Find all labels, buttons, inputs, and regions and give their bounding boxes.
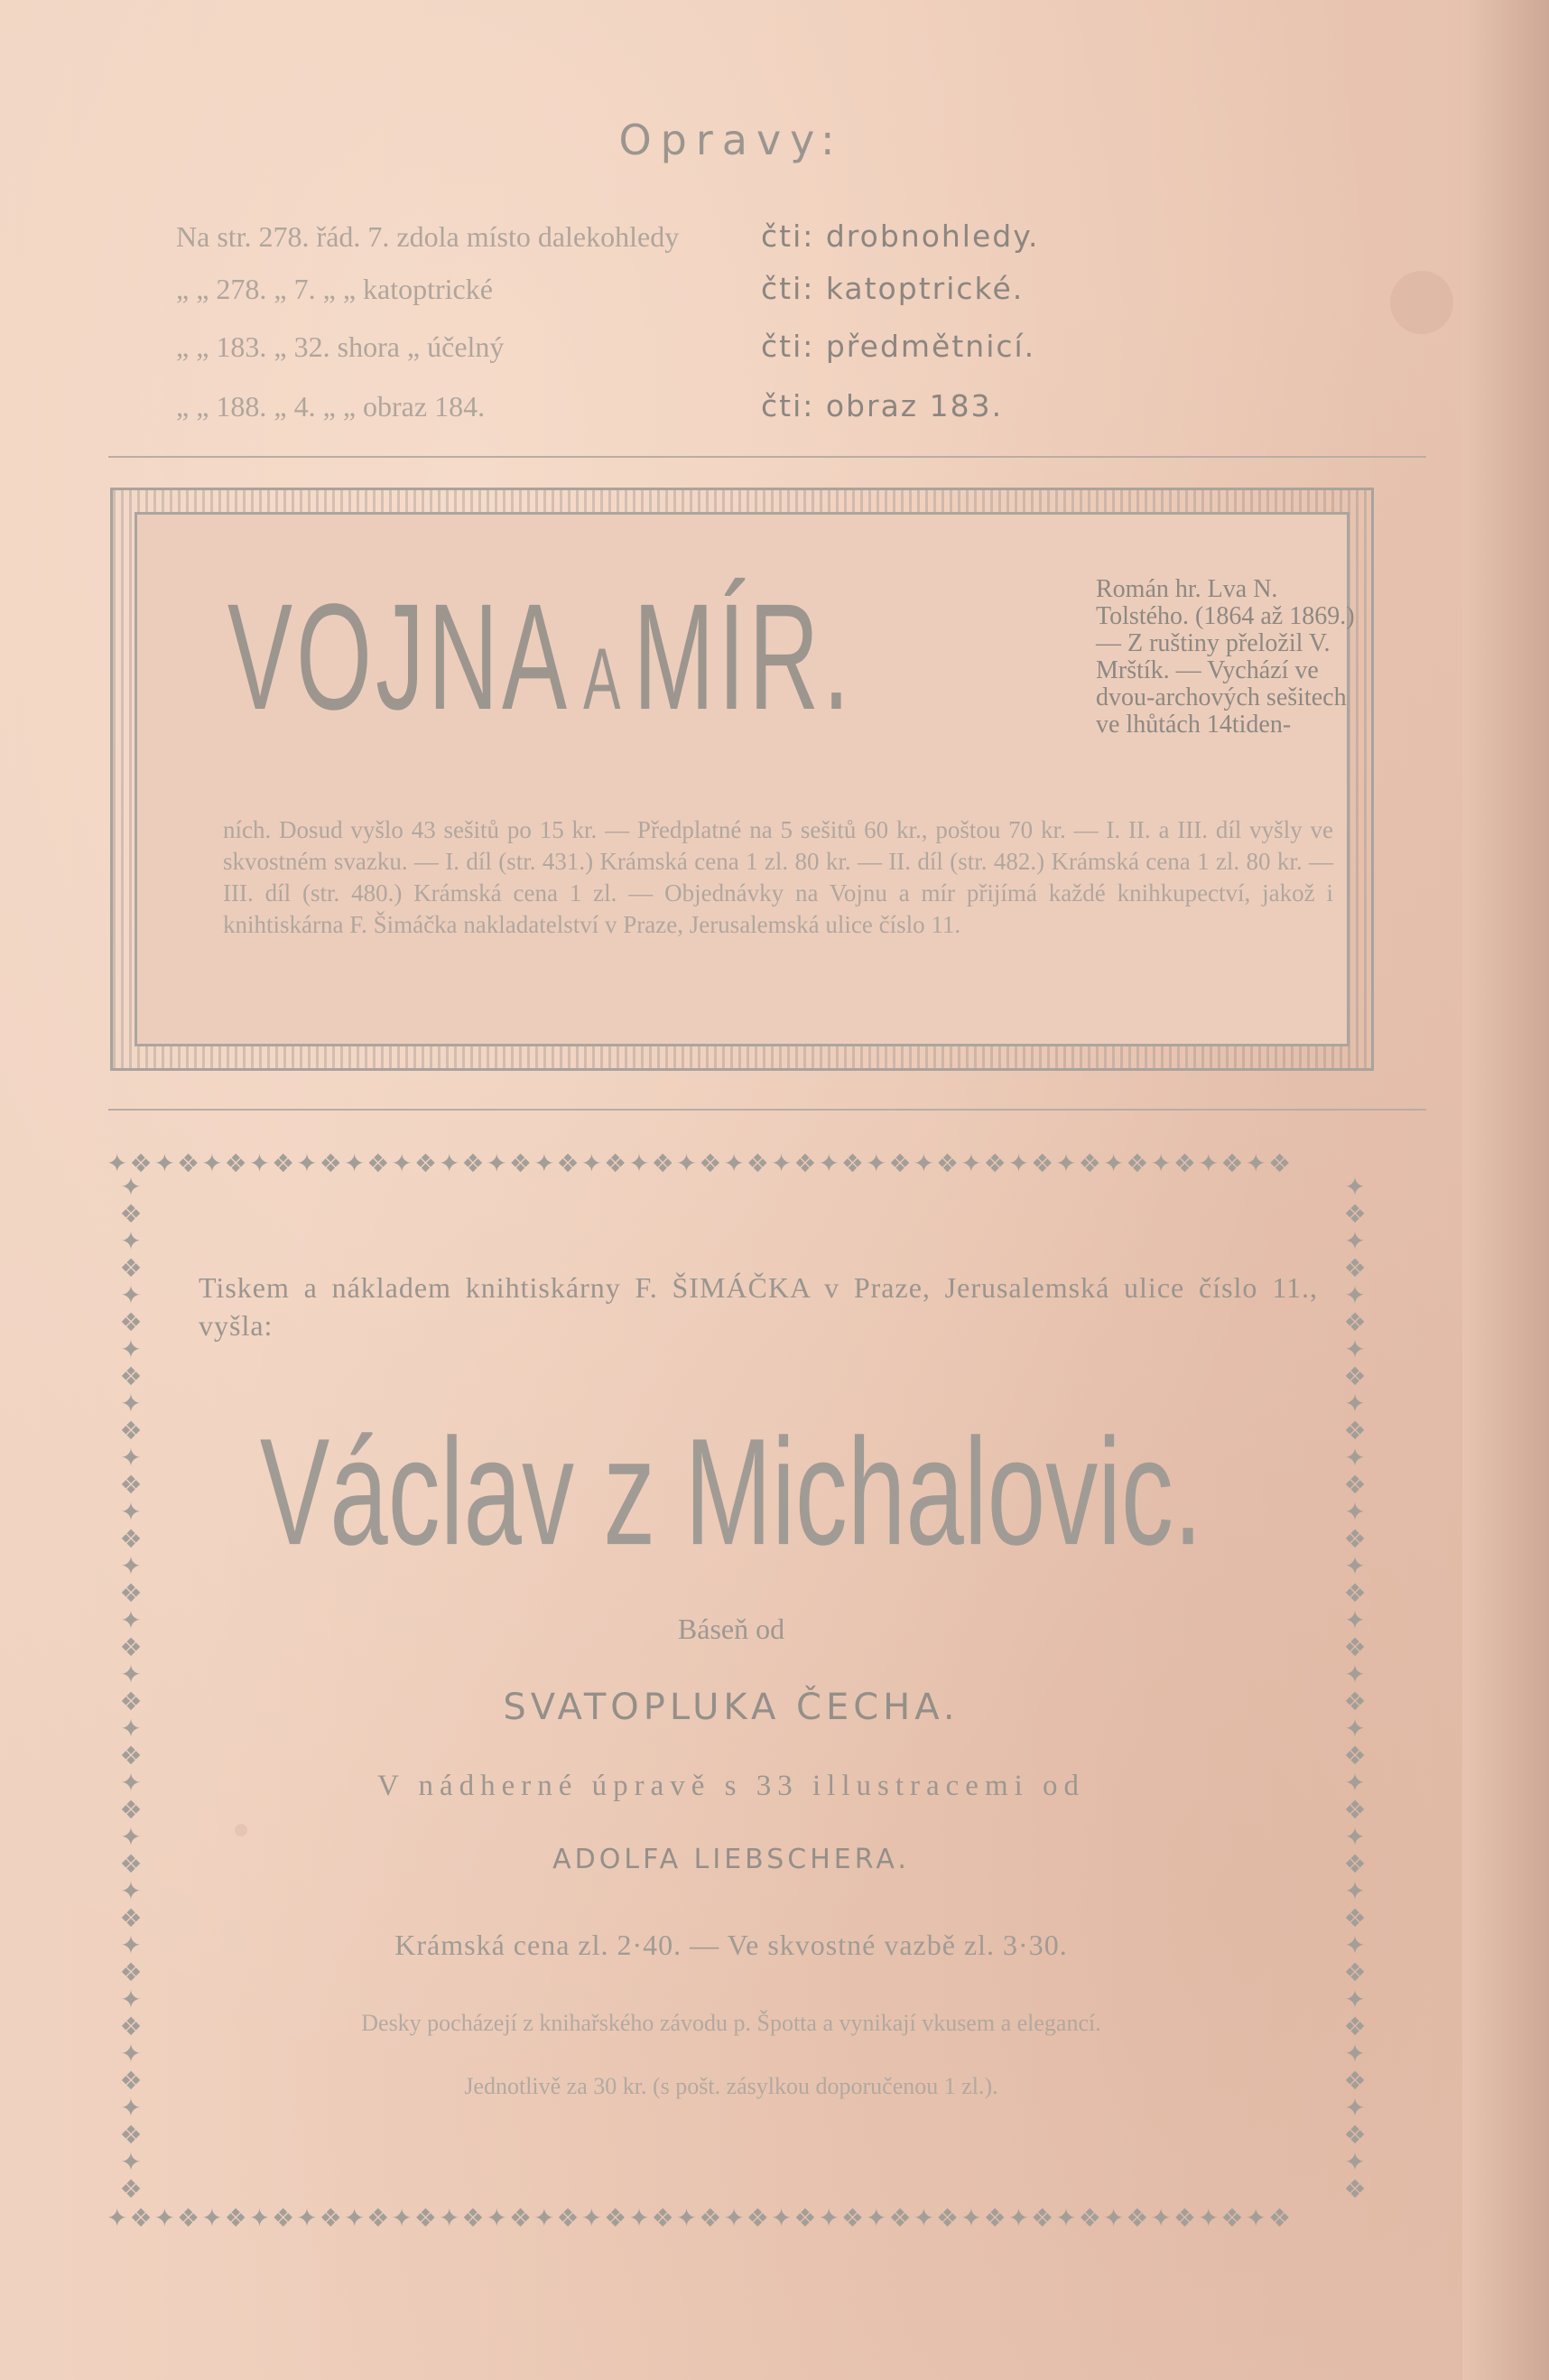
publisher-line: Tiskem a nákladem knihtiskárny F. ŠIMÁČKA v Praze, Jerusalemská ulice číslo 11., vyšla: <box>199 1271 1318 1342</box>
poem-title: Václav z Michalovic. <box>259 1406 1203 1577</box>
illustrator-name: ADOLFA LIEBSCHERA. <box>552 1844 910 1875</box>
paper-stain <box>1390 271 1453 334</box>
title-word-vojna: VOJNA <box>227 572 571 741</box>
single-copy-note: Jednotlivě za 30 kr. (s pošt. zásylkou doporučenou 1 zl.). <box>464 2073 998 2099</box>
errata-correction: čti: předmětnicí. <box>761 329 1036 364</box>
title-conjunction: A <box>583 631 621 729</box>
title-word-mir: MÍR. <box>633 572 854 741</box>
ornament-border-right: ✦ ❖ ✦ ❖ ✦ ❖ ✦ ❖ ✦ ❖ ✦ ❖ ✦ ❖ ✦ ❖ ✦ ❖ ✦ ❖ ✦ ❖ ✦ ❖ ✦ ❖ ✦ ❖ ✦ ❖ ✦ ❖ ✦ ❖ ✦ ❖ ✦ ❖ <box>1343 1174 1367 2204</box>
errata-row <box>176 269 1350 314</box>
price-line: Krámská cena zl. 2·40. — Ve skvostné vazbě zl. 3·30. <box>394 1929 1068 1961</box>
author-name: SVATOPLUKA ČECHA. <box>503 1687 960 1728</box>
divider-rule <box>108 1109 1426 1111</box>
book-title <box>227 569 853 744</box>
errata-title: Opravy: <box>618 116 844 164</box>
errata-location: „ „ 183. „ 32. shora „ účelný <box>176 330 505 363</box>
vojna-a-mir-ad <box>110 488 1374 1071</box>
errata-correction: čti: obraz 183. <box>761 388 1004 423</box>
illustrations-line: V nádherné úpravě s 33 illustracemi od <box>376 1770 1086 1802</box>
errata-correction: čti: drobnohledy. <box>761 218 1040 254</box>
ornament-border-left: ✦ ❖ ✦ ❖ ✦ ❖ ✦ ❖ ✦ ❖ ✦ ❖ ✦ ❖ ✦ ❖ ✦ ❖ ✦ ❖ ✦ ❖ ✦ ❖ ✦ ❖ ✦ ❖ ✦ ❖ ✦ ❖ ✦ ❖ ✦ ❖ ✦ ❖ <box>119 1174 143 2204</box>
errata-row <box>176 386 1350 432</box>
errata-correction: čti: katoptrické. <box>761 271 1025 306</box>
ornament-border-bottom: ✦❖✦❖✦❖✦❖✦❖✦❖✦❖✦❖✦❖✦❖✦❖✦❖✦❖✦❖✦❖✦❖✦❖✦❖✦❖✦❖✦❖✦❖✦❖✦❖✦❖ <box>107 2203 1294 2233</box>
binding-note: Desky pocházejí z knihařského závodu p. Špotta a vynikají vkusem a elegancí. <box>361 2010 1101 2036</box>
subtitle: Báseň od <box>677 1613 785 1645</box>
book-description: Román hr. Lva N. Tolstého. (1864 až 1869.) — Z ruštiny přeložil V. Mrštík. — Vychází ve dvou-archových sešitech ve lhůtách 14tiden- <box>1096 575 1355 739</box>
errata-row <box>176 327 1350 372</box>
ornament-border-top: ✦❖✦❖✦❖✦❖✦❖✦❖✦❖✦❖✦❖✦❖✦❖✦❖✦❖✦❖✦❖✦❖✦❖✦❖✦❖✦❖✦❖✦❖✦❖✦❖✦❖ <box>107 1148 1294 1178</box>
divider-rule <box>108 456 1426 458</box>
errata-row <box>176 217 1350 262</box>
errata-location: „ „ 188. „ 4. „ „ obraz 184. <box>176 390 486 423</box>
errata-location: „ „ 278. „ 7. „ „ katoptrické <box>176 273 493 305</box>
ad-frame-inner <box>134 512 1355 1046</box>
paper-stain <box>235 1824 247 1836</box>
order-information: ních. Dosud vyšlo 43 sešitů po 15 kr. — Předplatné na 5 sešitů 60 kr., poštou 70 kr. — I. II. a III. díl vyšly ve skvostném svazku. — I. díl (str. 431.) Krámská cena 1 zl. 80 kr. — II. díl (str. 482.) Krámská cena 1 zl. 80 kr. — III. díl (str. 480.) Krámská cena 1 zl. — Objednávky na Vojnu a mír přijímá každé knihkupectví, jakož i knihtiskárna F. Šimáčka nakladatelství v Praze, Jerusalemská ulice číslo 11. <box>223 816 1333 938</box>
page-right-edge <box>1462 0 1549 2380</box>
errata-location: Na str. 278. řád. 7. zdola místo dalekohledy <box>176 220 680 253</box>
